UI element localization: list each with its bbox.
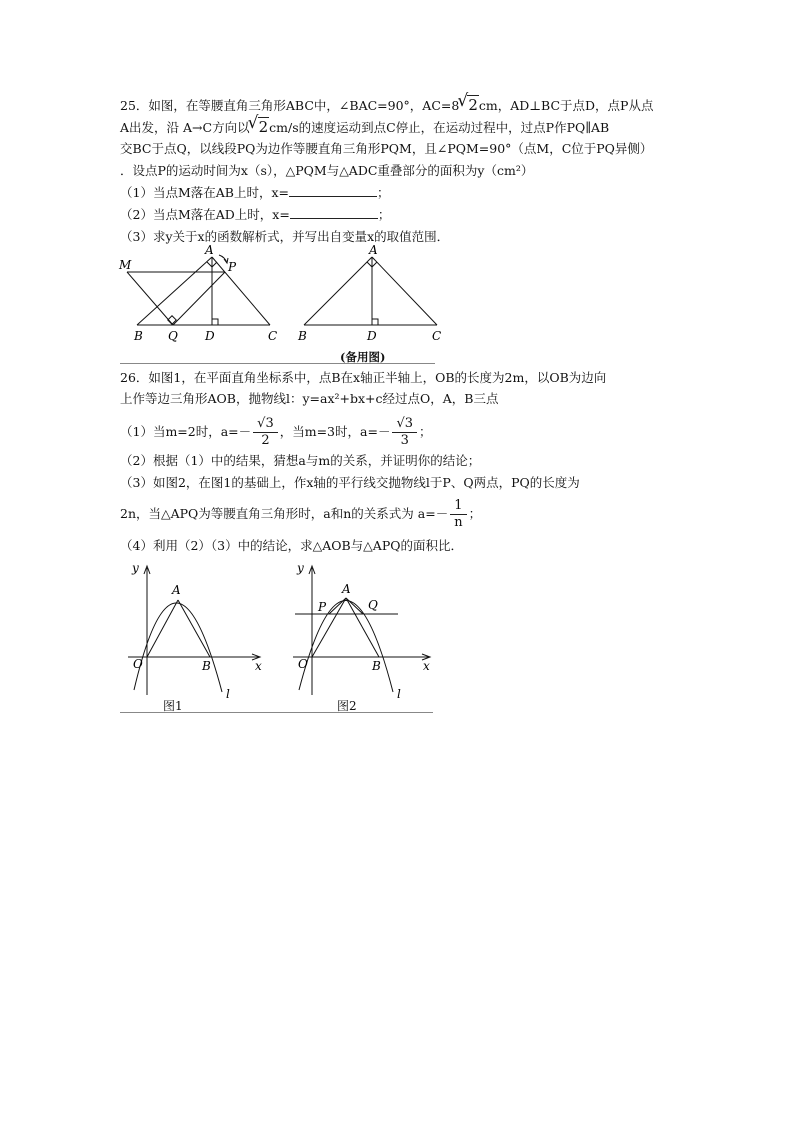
figure-1-caption: 图1 — [163, 699, 183, 713]
q25-figure-1 — [115, 245, 285, 345]
right-angle-mark-d — [212, 319, 218, 325]
segment-oa — [147, 600, 178, 657]
q25-figure-2 — [292, 245, 452, 345]
answer-blank[interactable] — [289, 184, 377, 197]
divider-rule — [120, 363, 435, 364]
q25-line-3: 交BC于点Q，以线段PQ为边作等腰直角三角形PQM，且∠PQM=90°（点M，C位于PQ异侧） — [120, 141, 653, 156]
label-p: P — [318, 600, 327, 614]
divider-rule — [120, 712, 433, 713]
q25-line-1: 25．如图，在等腰直角三角形ABC中，∠BAC=90°，AC=8√ 2cm，AD⊥BC于点D，点P从点 — [120, 96, 653, 115]
label-b: B — [298, 329, 307, 343]
q26-part-3-cont: 2n，当△APQ为等腰直角三角形时，a和n的关系式为 a=－ $\frac{1}{n}$ ； — [120, 498, 482, 530]
sqrt-symbol: √ 2 — [250, 118, 270, 137]
q25-line-4: ．设点P的运动时间为x（s），△PQM与△ADC重叠部分的面积为y（cm²） — [120, 163, 534, 178]
label-q: Q — [368, 598, 378, 612]
label-p: P — [228, 260, 237, 274]
label-b: B — [202, 659, 211, 673]
label-b: B — [134, 329, 143, 343]
q26-figure-1 — [120, 560, 270, 710]
q26-figure-2 — [285, 560, 435, 710]
q26-part-4: （4）利用（2）（3）中的结论，求△AOB与△APQ的面积比． — [120, 538, 463, 553]
label-o: O — [298, 657, 308, 671]
label-a: A — [205, 245, 214, 257]
segment-aq — [346, 598, 363, 614]
segment-ac — [212, 257, 270, 325]
label-q: Q — [168, 329, 178, 343]
segment-ac — [372, 257, 437, 325]
label-a: A — [342, 582, 351, 596]
label-x: x — [423, 659, 430, 673]
segment-ab — [178, 600, 210, 657]
figure-2-caption: 图2 — [337, 699, 357, 713]
fraction: $\frac{1}{n}$ — [450, 498, 466, 531]
q25-part-2: （2）当点M落在AD上时，x= ； — [120, 207, 391, 222]
label-l: l — [226, 687, 230, 701]
label-d: D — [367, 329, 377, 343]
segment-pa — [329, 598, 346, 614]
label-y: y — [297, 561, 304, 575]
q26-part-1: （1）当m=2时，a=－ $\frac{√3}{2}$ ，当m=3时，a=－ $\frac{√3}{3}$ ； — [120, 416, 432, 448]
label-a: A — [172, 583, 181, 597]
label-l: l — [397, 687, 401, 701]
q26-part-2: （2）根据（1）中的结果，猜想a与m的关系，并证明你的结论； — [120, 453, 481, 468]
q25-part-3: （3）求y关于x的函数解析式，并写出自变量x的取值范围． — [120, 229, 450, 244]
label-m: M — [119, 258, 132, 272]
label-d: D — [205, 329, 215, 343]
q26-line-2: 上作等边三角形AOB，抛物线l：y=ax²+bx+c经过点O，A，B三点 — [120, 391, 499, 406]
label-c: C — [268, 329, 278, 343]
right-angle-mark-d — [372, 319, 378, 325]
q25-part-1: （1）当点M落在AB上时，x= ； — [120, 185, 390, 200]
segment-ab — [137, 257, 212, 325]
segment-pq — [173, 272, 225, 325]
label-x: x — [255, 659, 262, 673]
q26-part-3: （3）如图2，在图1的基础上，作x轴的平行线交抛物线l于P、Q两点，PQ的长度为 — [120, 475, 580, 490]
label-c: C — [432, 329, 442, 343]
segment-ab — [304, 257, 372, 325]
label-a: A — [369, 245, 378, 257]
label-b: B — [372, 659, 381, 673]
backup-figure-caption: (备用图) — [340, 350, 386, 364]
label-y: y — [132, 561, 139, 575]
answer-blank[interactable] — [290, 206, 378, 219]
fraction: $\frac{√3}{3}$ — [392, 416, 417, 449]
q26-line-1: 26．如图1，在平面直角坐标系中，点B在x轴正半轴上，OB的长度为2m，以OB为边向 — [120, 370, 607, 385]
sqrt-symbol: √ 2 — [459, 96, 479, 115]
q25-line-2: A出发，沿 A→C方向以√ 2cm/s的速度运动到点C停止，在运动过程中，过点P作PQ∥AB — [120, 118, 609, 137]
label-o: O — [133, 657, 143, 671]
fraction: $\frac{√3}{2}$ — [253, 416, 278, 449]
